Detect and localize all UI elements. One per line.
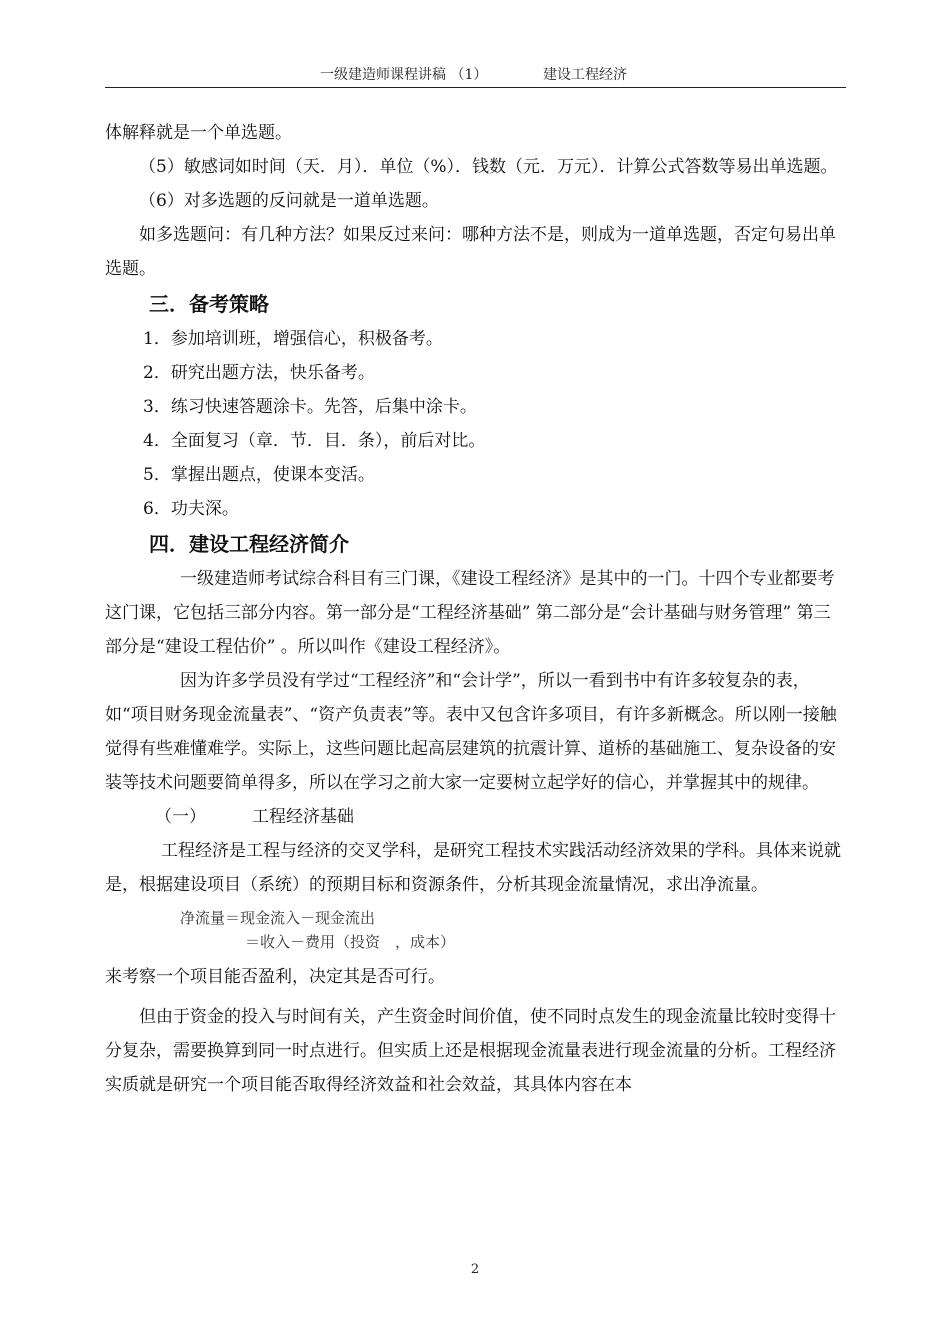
formula-line: 净流量＝现金流入－现金流出	[180, 909, 376, 927]
section-heading: 三．备考策略	[149, 292, 269, 316]
paragraph: 如多选题问：有几种方法？如果反过来问：哪种方法不是，则成为一道单选题，否定句易出单选题。	[105, 225, 836, 279]
formula-line: ＝收入－费用（投资 ，成本）	[245, 933, 456, 951]
paragraph: 体解释就是一个单选题。	[105, 123, 292, 143]
subsection-heading	[105, 800, 846, 834]
subsection-number: （一）	[155, 807, 206, 827]
page-number: 2	[470, 1262, 480, 1277]
subsection-title: 工程经济基础	[252, 807, 354, 827]
section-heading: 四．建设工程经济简介	[149, 532, 349, 556]
paragraph: 一级建造师考试综合科目有三门课，《建设工程经济》是其中的一门。十四个专业都要考这门课，它包括三部分内容。第一部分是“工程经济基础” 第二部分是“会计基础与财务管理” 第三部分是“建设工程估价” 。所以叫作《建设工程经济》。	[105, 569, 835, 657]
paragraph: 但由于资金的投入与时间有关，产生资金时间价值，使不同时点发生的现金流量比较时变得十分复杂，需要换算到同一时点进行。但实质上还是根据现金流量表进行现金流量的分析。工程经济实质就是研究一个项目能否取得经济效益和社会效益，其具体内容在本	[105, 1007, 836, 1095]
strategy-list	[105, 322, 846, 526]
page-header	[105, 66, 846, 88]
paragraph: 工程经济是工程与经济的交叉学科，是研究工程技术实践活动经济效果的学科。具体来说就是，根据建设项目（系统）的预期目标和资源条件，分析其现金流量情况，求出净流量。	[105, 841, 841, 895]
list-item: 3．练习快速答题涂卡。先答，后集中涂卡。	[143, 397, 477, 417]
paragraph: 因为许多学员没有学过“工程经济”和“会计学”，所以一看到书中有许多较复杂的表，如“项目财务现金流量表”、“资产负责表”等。表中又包含许多项目，有许多新概念。所以刚一接触觉得有些难懂难学。实际上，这些问题比起高层建筑的抗震计算、道桥的基础施工、复杂设备的安装等技术问题要简单得多，所以在学习之前大家一定要树立起学好的信心，并掌握其中的规律。	[105, 671, 837, 793]
paragraph: （6）对多选题的反问就是一道单选题。	[139, 191, 439, 211]
paragraph: （5）敏感词如时间（天．月）．单位（%）．钱数（元．万元）．计算公式答数等易出单选题。	[139, 157, 838, 177]
list-item: 6．功夫深。	[143, 499, 239, 519]
formula	[105, 906, 846, 954]
header-subject: 建设工程经济	[543, 67, 627, 83]
list-item: 5．掌握出题点，使课本变活。	[143, 465, 375, 485]
page-content	[105, 116, 846, 1102]
list-item: 4．全面复习（章．节．目．条），前后对比。	[143, 431, 486, 451]
paragraph: 来考察一个项目能否盈利，决定其是否可行。	[105, 967, 445, 987]
list-item: 2．研究出题方法，快乐备考。	[143, 363, 375, 383]
header-course: 一级建造师课程讲稿 （1）	[320, 67, 488, 83]
list-item: 1．参加培训班，增强信心，积极备考。	[143, 329, 443, 349]
